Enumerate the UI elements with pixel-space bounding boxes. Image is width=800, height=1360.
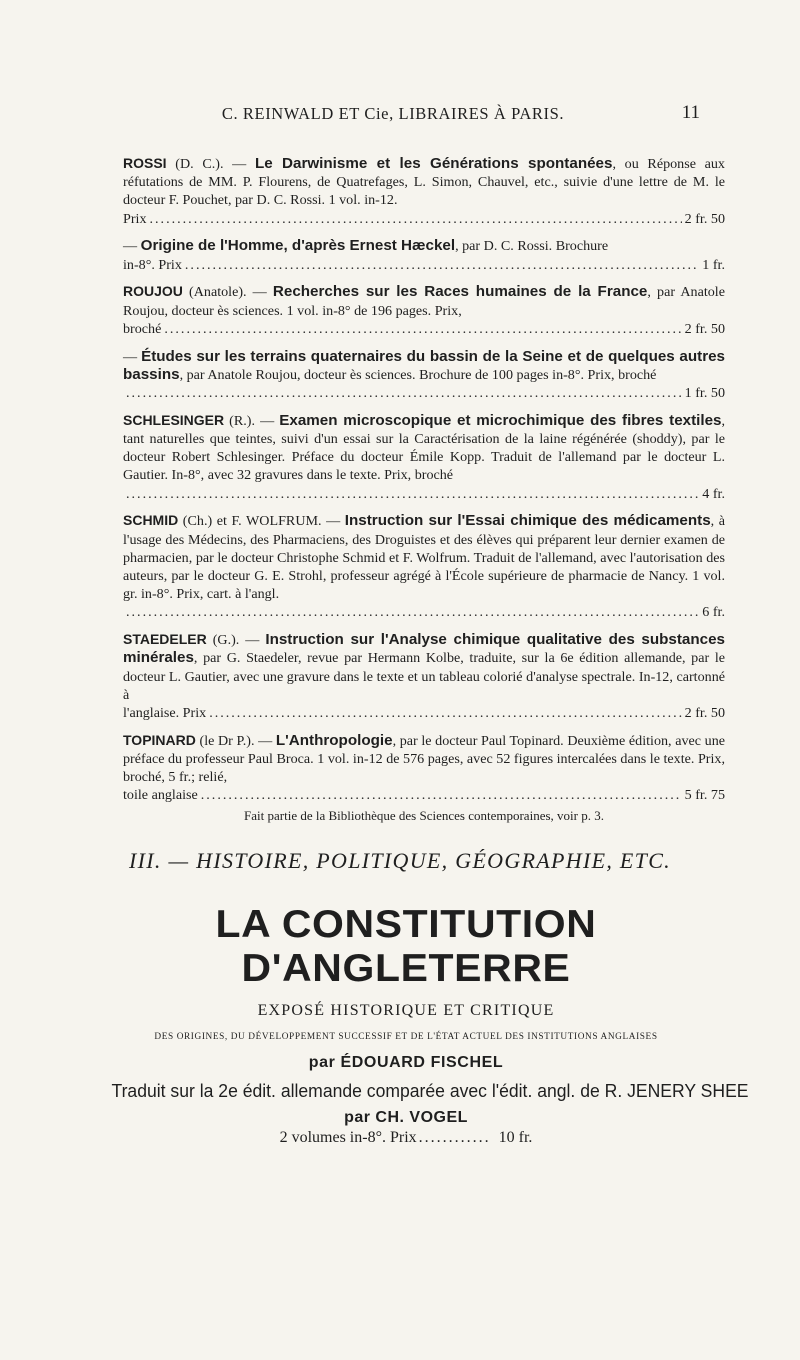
catalog-entry (123, 411, 725, 503)
entry-title: L'Anthropologie (275, 731, 393, 749)
entry-price-line (123, 485, 725, 503)
leader-dots (185, 256, 699, 274)
entry-author: TOPINARD (123, 731, 196, 748)
entry-author-rest: (le Dr P.). — (195, 732, 276, 749)
catalog-entry (123, 630, 725, 722)
running-header (96, 102, 700, 124)
entry-price-lead: in-8°. Prix (123, 256, 182, 273)
advert-translation: Traduit sur la 2e édit. allemande comparée avec l'édit. angl. de R. JENERY SHEE (111, 1080, 749, 1101)
entry-body: , à l'usage des Médecins, des Pharmaciens, des Droguistes et des élèves qui préparent leur dernier examen de pharmacien, par le docteur Christophe Schmid et F. Wolfrum. Traduit de l'allemand, avec l'autorisation des auteurs, par le docteur G. E. Strohl, professeur agrégé à l'École supérieure de pharmacie de Nancy. 1 vol. gr. in-8°. Prix, cart. à l'angl. (123, 513, 725, 603)
entry-price-line (123, 210, 725, 228)
entry-price: 1 fr. 50 (684, 385, 725, 402)
entry-author-rest: (G.). — (206, 632, 266, 649)
leader-dots (164, 320, 681, 338)
catalog-entry (123, 154, 725, 228)
entry-author: ROSSI (123, 155, 167, 171)
leader-dots (126, 384, 682, 402)
entry-body: , par D. C. Rossi. Brochure (455, 238, 609, 255)
entry-title: Instruction sur l'Analyse chimique qualitative des substances minérales (123, 631, 725, 667)
entry-note: Fait partie de la Bibliothèque des Sciences contemporaines, voir p. 3. (244, 807, 604, 823)
entry-body: , ou Réponse aux réfutations de MM. P. Flourens, de Quatrefages, L. Simon, Chauvel, etc., suivie d'une lettre de M. le docteur F. Pouchet, par D. C. Rossi. 1 vol. in-12. (123, 156, 725, 209)
advert-price-lead: 2 volumes in-8°. Prix (279, 1129, 417, 1146)
catalog-entry (123, 236, 725, 273)
section-title: III. — HISTOIRE, POLITIQUE, GÉOGRAPHIE, ETC. (129, 848, 671, 873)
entry-title: Le Darwinisme et les Générations spontanées (254, 155, 613, 172)
entry-price-line (123, 786, 725, 804)
entry-author-rest: — (123, 348, 142, 365)
leader-dots (209, 704, 681, 722)
advert-author: par ÉDOUARD FISCHEL (308, 1054, 504, 1071)
entry-author-rest: (Anatole). — (182, 284, 273, 301)
entry-price: 2 fr. 50 (684, 705, 725, 722)
entry-title: Études sur les terrains quaternaires du bassin de la Seine et de quelques autres bassins (123, 347, 725, 383)
entry-price-line (123, 603, 725, 621)
entry-title: Examen microscopique et microchimique des fibres textiles (279, 411, 722, 429)
entry-body: , par G. Staedeler, revue par Hermann Kolbe, traduite, sur la 6e édition allemande, par le docteur L. Gautier, avec une gravure dans le texte et un tableau colorié d'analyse spectrale. In-12, cartonné à (123, 650, 725, 703)
entry-author: SCHMID (123, 512, 179, 529)
entry-price: 5 fr. 75 (684, 787, 725, 804)
entry-price-line (123, 384, 725, 402)
entry-title: Origine de l'Homme, d'après Ernest Hæckel (140, 237, 456, 255)
catalog-entry (123, 731, 725, 825)
advert-price: 10 fr. (498, 1129, 533, 1146)
catalog-entry (123, 347, 725, 403)
entry-author: SCHLESINGER (123, 411, 225, 428)
entry-title: Recherches sur les Races humaines de la France (272, 283, 648, 301)
entry-body: , par Anatole Roujou, docteur ès sciences. 1 vol. in-8° de 196 pages. Prix, (123, 284, 725, 319)
leader-dots (150, 210, 682, 228)
advert-title: LA CONSTITUTION D'ANGLETERRE (215, 903, 597, 990)
entry-body: , par Anatole Roujou, docteur ès sciences. Brochure de 100 pages in-8°. Prix, broché (179, 366, 657, 383)
entry-author-rest: — (123, 238, 141, 255)
leader-dots (126, 603, 699, 621)
book-advert (96, 903, 749, 1147)
leader-dots (201, 786, 682, 804)
entry-author-rest: (Ch.) et F. WOLFRUM. — (178, 513, 345, 530)
entry-price: 1 fr. (702, 256, 725, 273)
advert-subtitle-detail: DES ORIGINES, DU DÉVELOPPEMENT SUCCESSIF ET DE L'ÉTAT ACTUEL DES INSTITUTIONS ANGLAISES (154, 1032, 658, 1042)
entry-price-lead: broché (123, 320, 162, 337)
entry-price-line (123, 704, 725, 722)
entry-price-lead: l'anglaise. Prix (123, 705, 207, 722)
entry-price: 6 fr. (702, 604, 725, 621)
entry-price-line (123, 320, 725, 338)
entry-author-rest: (D. C.). — (166, 156, 255, 172)
entry-price: 2 fr. 50 (684, 210, 725, 227)
leader-dots: ............ (418, 1129, 491, 1146)
entry-body: , tant naturelles que teintes, suivi d'un essai sur la Caractérisation de la laine régénérée (shoddy), par le docteur Robert Schlesinger. Préface du docteur Émile Kopp. Traduit de l'allemand par le docteur L. Gautier. In-8°, avec 32 gravures dans le texte. Prix, broché (123, 412, 726, 484)
entry-price: 4 fr. (702, 485, 725, 502)
entry-price-line (123, 256, 725, 274)
catalog-entry (123, 282, 725, 338)
entry-body: , par le docteur Paul Topinard. Deuxième édition, avec une préface du professeur Paul Broca. 1 vol. in-12 de 576 pages, avec 52 figures intercalées dans le texte. Prix, broché, 5 fr.; relié, (123, 732, 725, 786)
advert-subtitle: EXPOSÉ HISTORIQUE ET CRITIQUE (257, 1002, 555, 1019)
header-text: C. REINWALD ET Cie, LIBRAIRES À PARIS. (221, 104, 565, 123)
advert-translator: par CH. VOGEL (344, 1109, 468, 1126)
entry-price-lead: Prix (123, 210, 147, 227)
entry-price-lead: toile anglaise (123, 787, 198, 804)
catalog-entry (123, 511, 725, 621)
leader-dots (126, 485, 699, 503)
entry-author: ROUJOU (123, 283, 183, 300)
advert-price-line (96, 1129, 716, 1147)
entry-title: Instruction sur l'Essai chimique des médicaments (344, 512, 711, 530)
catalog-entries (123, 154, 725, 833)
page-number: 11 (681, 102, 700, 123)
entry-price: 2 fr. 50 (684, 320, 725, 337)
entry-author: STAEDELER (123, 631, 207, 648)
entry-author-rest: (R.). — (224, 412, 280, 429)
